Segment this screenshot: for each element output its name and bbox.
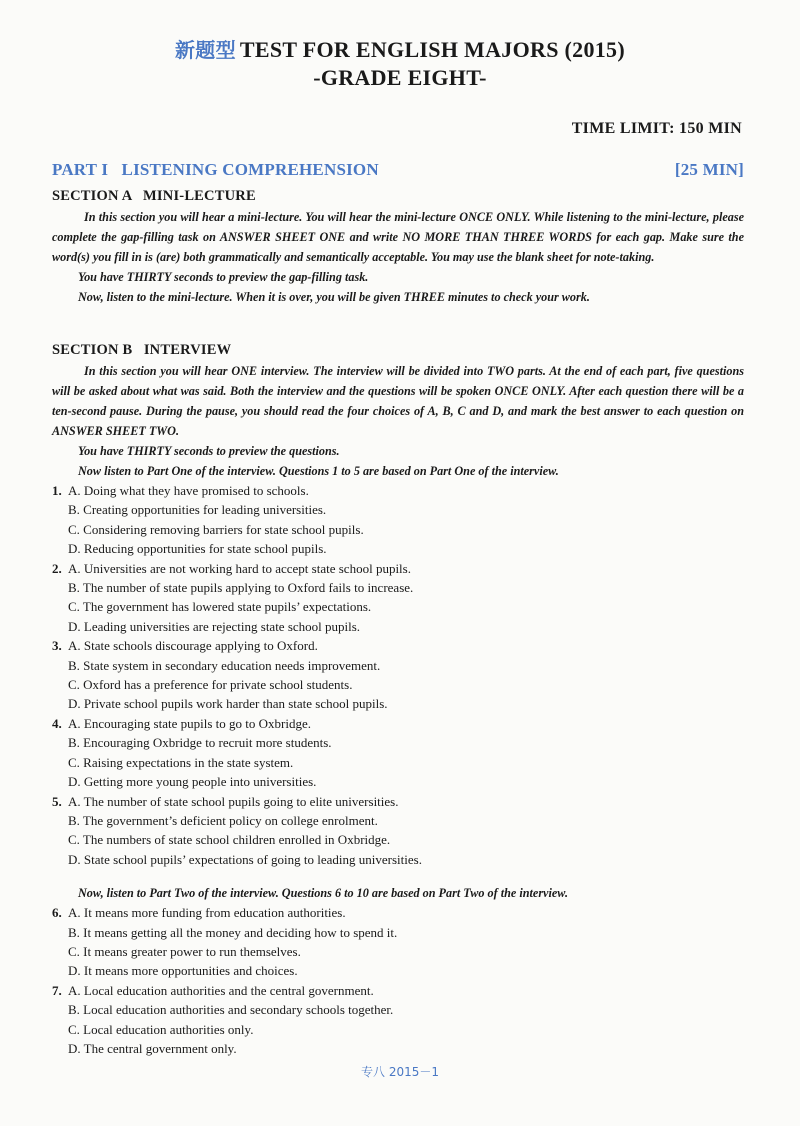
section-b-instructions: In this section you will hear ONE interview. The interview will be divided into TWO parts. At the end of each part, five questions will be asked about what was said. Both the interview and the questions will be spoken ONCE ONLY. After each question there will be a ten-second pause. During the pause, you should read the four choices of A, B, C and D, and mark the best answer to each question on ANSWER SHEET TWO. [52, 364, 744, 438]
exam-subtitle: -GRADE EIGHT- [313, 65, 487, 90]
section-b-preview: You have THIRTY seconds to preview the questions. [78, 444, 340, 458]
section-b [52, 342, 744, 1058]
option-d: D. The central government only. [68, 1040, 237, 1056]
header [0, 36, 800, 92]
part-two-intro: Now, listen to Part Two of the interview. Questions 6 to 10 are based on Part Two of the interview. [78, 886, 568, 901]
question-number: 5. [52, 793, 62, 809]
question-6 [52, 903, 744, 981]
option-c: C. The numbers of state school children enrolled in Oxbridge. [68, 832, 391, 848]
option-c: C. Local education authorities only. [68, 1021, 254, 1037]
option-a: A. The number of state school pupils going to elite universities. [68, 793, 399, 809]
option-c: C. Oxford has a preference for private school students. [68, 677, 353, 693]
part1-heading [52, 160, 744, 180]
option-b: B. State system in secondary education needs improvement. [68, 657, 381, 673]
part1-title: PART I LISTENING COMPREHENSION [52, 160, 379, 179]
option-d: D. Reducing opportunities for state school pupils. [68, 541, 327, 557]
option-b: B. Local education authorities and secondary schools together. [68, 1002, 394, 1018]
section-a-preview: You have THIRTY seconds to preview the gap-filling task. [78, 270, 369, 284]
question-number: 3. [52, 638, 62, 654]
option-b: B. It means getting all the money and deciding how to spend it. [68, 924, 398, 940]
option-a: A. Universities are not working hard to accept state school pupils. [68, 560, 411, 576]
title-text: TEST FOR ENGLISH MAJORS (2015) [239, 37, 625, 62]
section-a-instructions: In this section you will hear a mini-lecture. You will hear the mini-lecture ONCE ONLY. While listening to the mini-lecture, please complete the gap-filling task on ANSWER SHEET ONE and write NO MORE THAN THREE WORDS for each gap. Make sure the word(s) you fill in is (are) both grammatically and semantically acceptable. You may use the blank sheet for note-taking. [52, 210, 744, 264]
question-number: 2. [52, 560, 62, 576]
question-2 [52, 559, 744, 637]
option-a: A. Encouraging state pupils to go to Oxbridge. [68, 715, 311, 731]
option-d: D. State school pupils’ expectations of going to leading universities. [68, 851, 422, 867]
question-number: 6. [52, 905, 62, 921]
question-number: 1. [52, 483, 62, 498]
option-c: C. The government has lowered state pupils’ expectations. [68, 599, 372, 615]
option-a: A. It means more funding from education authorities. [68, 905, 346, 921]
option-b: B. The government’s deficient policy on college enrolment. [68, 812, 378, 828]
exam-title [0, 36, 800, 64]
question-list-part2 [52, 903, 744, 1058]
option-b: B. The number of state pupils applying to Oxford fails to increase. [68, 580, 414, 596]
question-list-part1 [52, 481, 744, 869]
option-d: D. Private school pupils work harder than state school pupils. [68, 696, 388, 712]
question-7 [52, 981, 744, 1059]
title-prefix: 新题型 [174, 38, 236, 62]
question-number: 7. [52, 982, 62, 998]
question-3 [52, 636, 744, 714]
part1-duration: [25 MIN] [674, 160, 744, 179]
section-a [52, 188, 744, 307]
option-d: D. Leading universities are rejecting state school pupils. [68, 618, 361, 634]
option-c: C. Raising expectations in the state system. [68, 754, 294, 770]
part-one-intro: Now listen to Part One of the interview. Questions 1 to 5 are based on Part One of the interview. [78, 464, 559, 478]
time-limit: TIME LIMIT: 150 MIN [571, 120, 742, 137]
section-a-title: SECTION A MINI-LECTURE [52, 188, 256, 204]
option-b: B. Encouraging Oxbridge to recruit more students. [68, 735, 332, 751]
section-b-title: SECTION B INTERVIEW [52, 342, 232, 358]
question-1 [52, 481, 744, 559]
section-a-listen: Now, listen to the mini-lecture. When it is over, you will be given THREE minutes to check your work. [78, 290, 590, 304]
question-4 [52, 714, 744, 792]
question-number: 4. [52, 715, 62, 731]
option-a: A. State schools discourage applying to Oxford. [68, 638, 318, 654]
option-b: B. Creating opportunities for leading universities. [68, 502, 327, 518]
option-c: C. Considering removing barriers for state school pupils. [68, 521, 364, 537]
option-a: A. Local education authorities and the central government. [68, 982, 374, 998]
question-5 [52, 792, 744, 870]
option-c: C. It means greater power to run themselves. [68, 943, 301, 959]
option-d: D. It means more opportunities and choices. [68, 963, 298, 979]
option-a: A. Doing what they have promised to schools. [68, 483, 309, 498]
page-footer: 专八 2015－1 [361, 1065, 439, 1079]
option-d: D. Getting more young people into universities. [68, 774, 317, 790]
